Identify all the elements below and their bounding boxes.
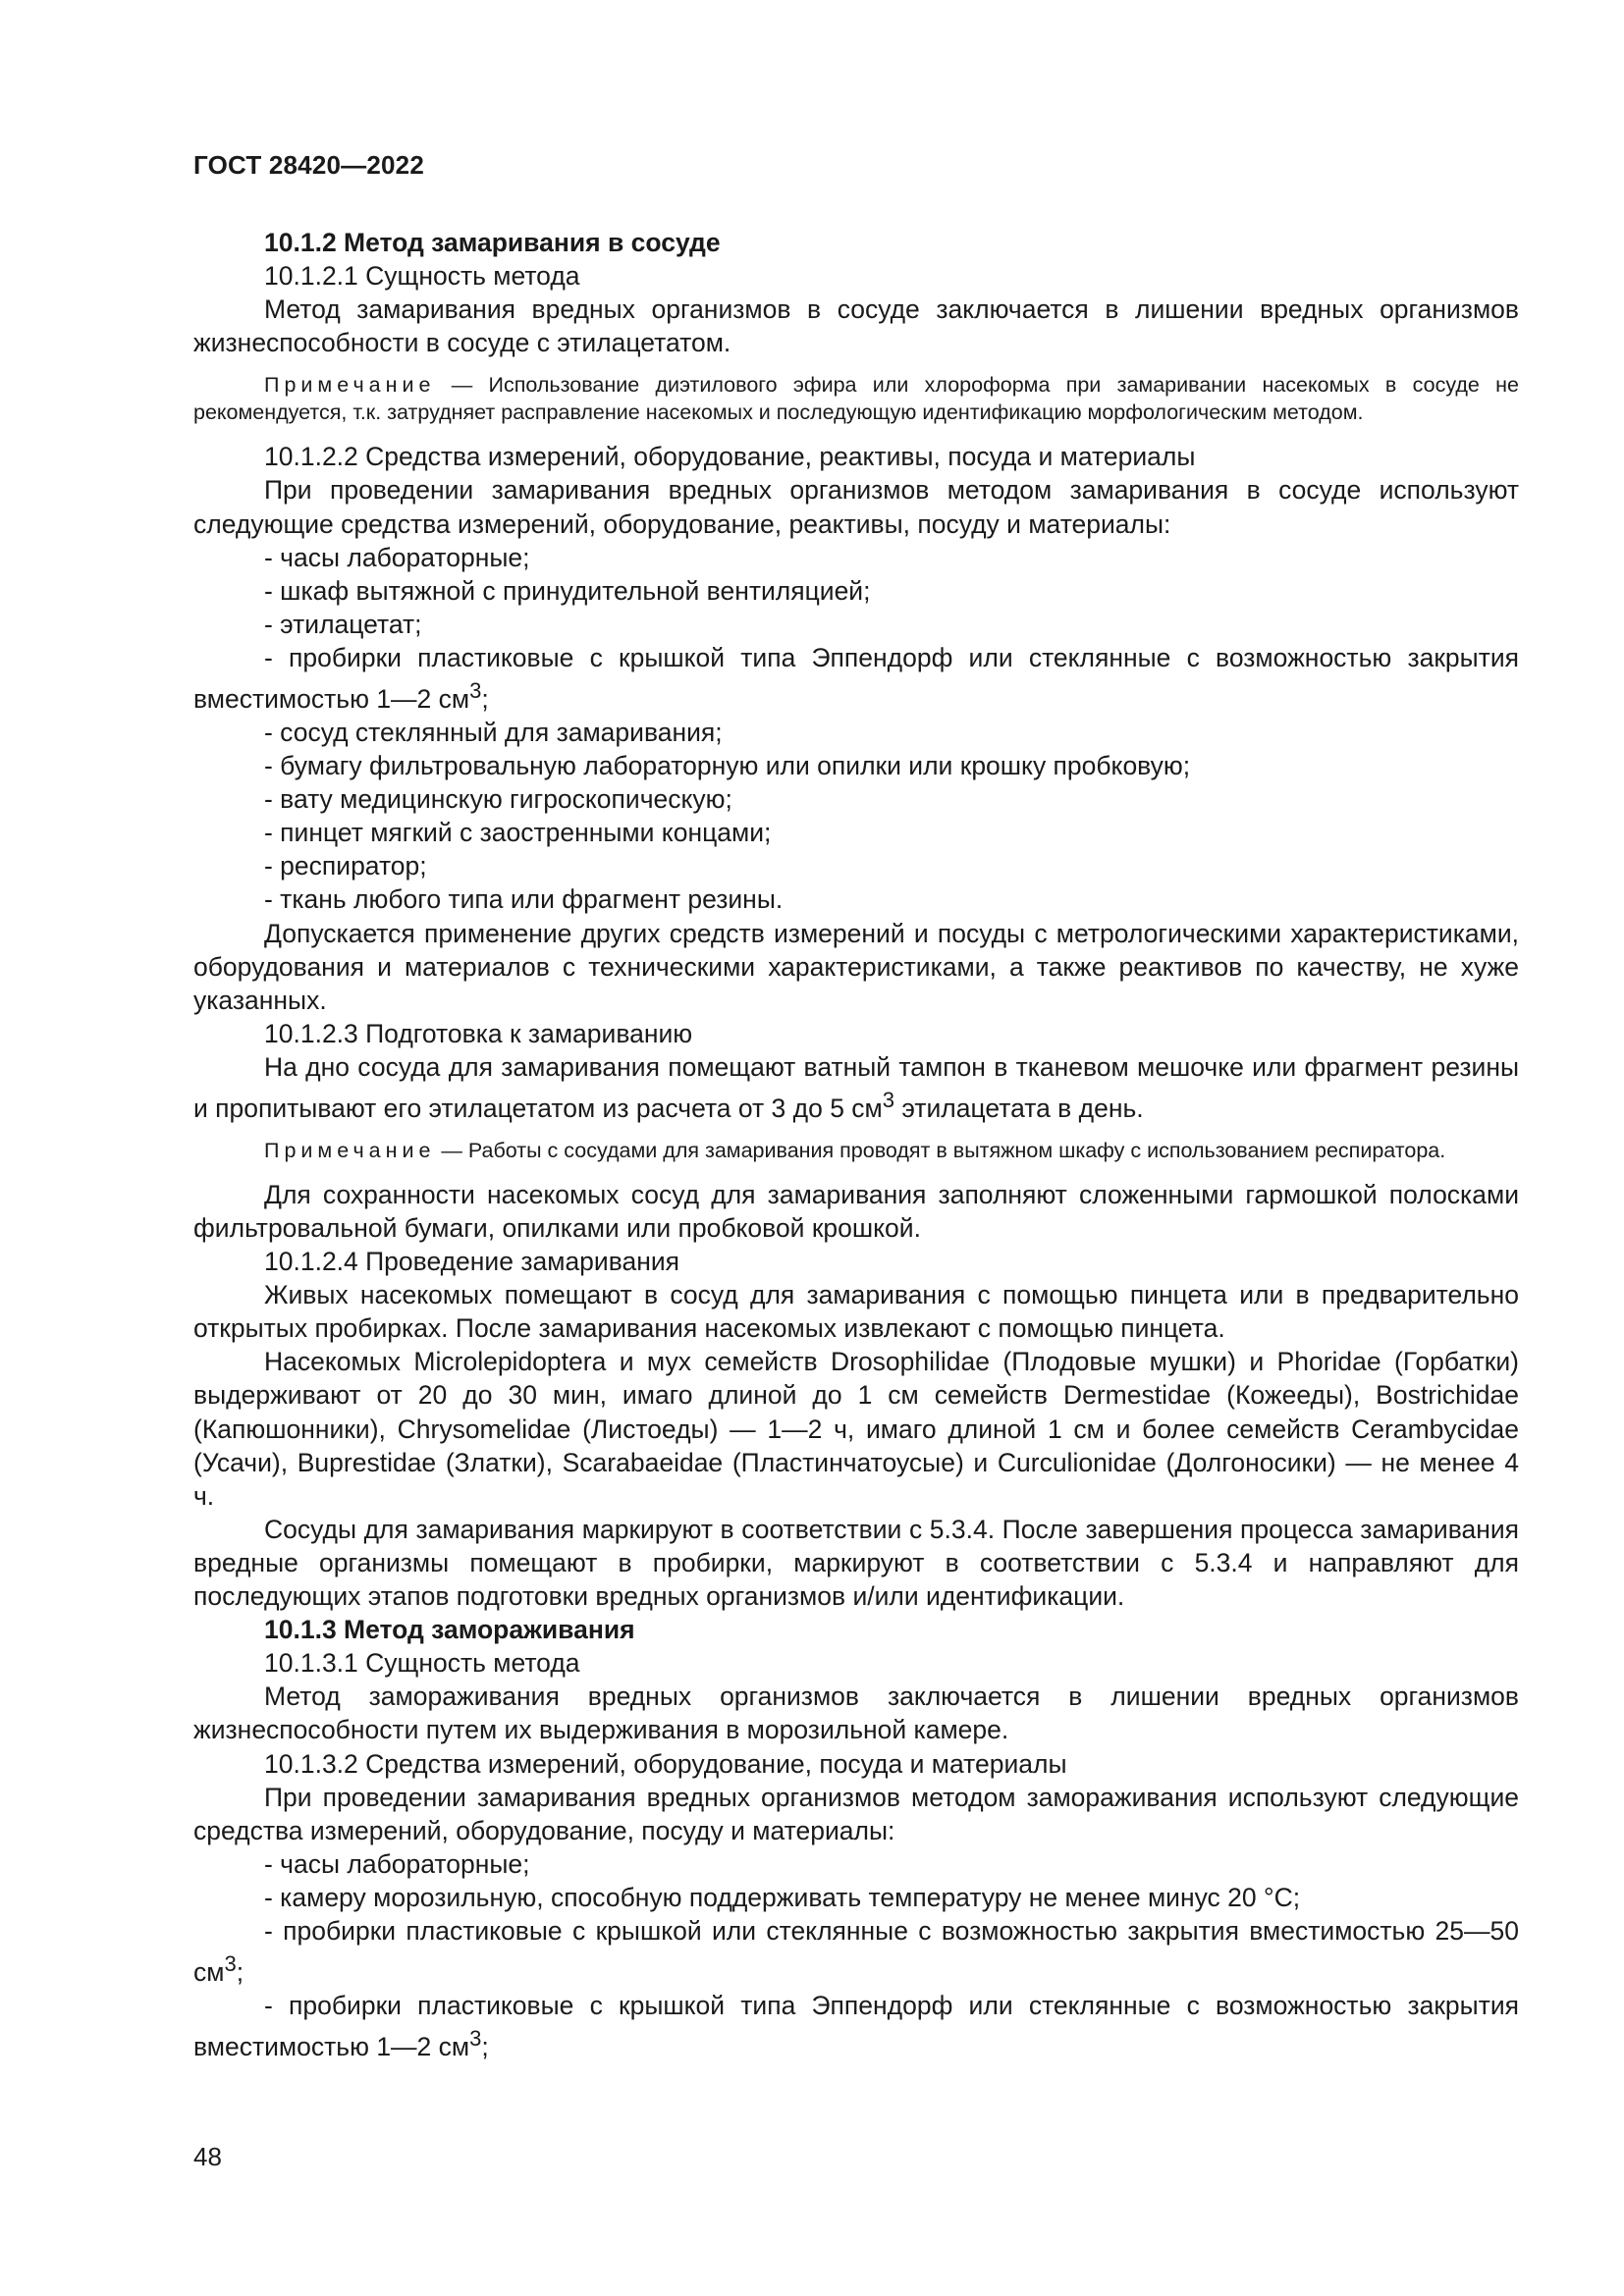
page-number: 48: [193, 2142, 222, 2171]
list-item: [193, 641, 1519, 716]
subsection-title-10-1-3-1: 10.1.3.1 Сущность метода: [264, 1648, 580, 1679]
list-item: - шкаф вытяжной с принудительной вентиляцией;: [264, 575, 871, 606]
paragraph-procedure-3: Сосуды для замаривания маркируют в соответствии с 5.3.4. После завершения процесса замаривания вредные организмы помещают в пробирки, маркируют в соответствии с 5.3.4 и направляют для последующих этапов подготовки вредных организмов и/или идентификации.: [193, 1514, 1519, 1612]
note-1: [193, 371, 1519, 426]
list-item: - пинцет мягкий с заостренными концами;: [264, 818, 772, 848]
note-1-label: Примечание: [264, 373, 436, 398]
list-item: - ткань любого типа или фрагмент резины.: [264, 884, 784, 915]
section-title-10-1-3: 10.1.3 Метод замораживания: [264, 1615, 635, 1645]
paragraph-preparation: [193, 1050, 1519, 1125]
list-item: - вату медицинскую гигроскопическую;: [264, 784, 732, 815]
paragraph-freezing-intro: При проведении замаривания вредных организмов методом замораживания используют следующие средства измерений, оборудование, посуду и материалы:: [193, 1782, 1519, 1845]
superscript: 3: [224, 1951, 237, 1977]
note-2-label: Примечание: [264, 1138, 436, 1162]
paragraph-equipment-outro: Допускается применение других средств измерений и посуды с метрологическими характеристиками, оборудования и материалов с техническими характеристиками, а также реактивов по качеству, не хуже указанных.: [193, 918, 1519, 1015]
subsection-title-10-1-2-4: 10.1.2.4 Проведение замаривания: [264, 1247, 680, 1277]
list-item: - часы лабораторные;: [264, 1848, 530, 1879]
subsection-title-10-1-2-3: 10.1.2.3 Подготовка к замариванию: [264, 1018, 693, 1048]
list-item: [193, 1989, 1519, 2063]
list-item: - респиратор;: [264, 851, 427, 881]
paragraph-method-essence: Метод замаривания вредных организмов в сосуде заключается в лишении вредных организмов жизнеспособности в сосуде с этилацетатом.: [193, 294, 1519, 358]
list-item: - сосуд стеклянный для замаривания;: [264, 717, 723, 747]
list-item-end: ;: [236, 1956, 244, 1987]
list-item-text: - пробирки пластиковые с крышкой типа Эппендорф или стеклянные с возможностью закрытия вместимостью 1—2 см: [193, 1990, 1519, 2061]
list-item: - бумагу фильтровальную лабораторную или опилки или крошку пробковую;: [264, 751, 1191, 781]
list-item-end: ;: [481, 683, 489, 714]
document-body: [193, 226, 1519, 2063]
paragraph-text: На дно сосуда для замаривания помещают ватный тампон в тканевом мешочке или фрагмент резины и пропитывают его этилацетатом из расчета от 3 до 5 см: [193, 1051, 1519, 1123]
list-item: - камеру морозильную, способную поддерживать температуру не менее минус 20 °С;: [264, 1882, 1301, 1912]
paragraph-procedure-2: Насекомых Microlepidoptera и мух семейств Drosophilidae (Плодовые мушки) и Phoridae (Горбатки) выдерживают от 20 до 30 мин, имаго длиной до 1 см семейств Dermestidae (Кожееды), Bostrichidae (Капюшонники), Chrysomelidae (Листоеды) — 1—2 ч, имаго длиной 1 см и более семейств Cerambycidae (Усачи), Buprestidae (Златки), Scarabaeidae (Пластинчатоусые) и Curculionidae (Долгоносики) — не менее 4 ч.: [193, 1347, 1519, 1511]
paragraph-procedure-1: Живых насекомых помещают в сосуд для замаривания с помощью пинцета или в предварительно открытых пробирках. После замаривания насекомых извлекают с помощью пинцета.: [193, 1280, 1519, 1344]
note-1-text: — Использование диэтилового эфира или хлороформа при замаривании насекомых в сосуде не рекомендуется, т.к. затрудняет расправление насекомых и последующую идентификацию морфологическим методом.: [193, 373, 1519, 425]
subsection-title-10-1-2-2: 10.1.2.2 Средства измерений, оборудование, реактивы, посуда и материалы: [264, 442, 1196, 472]
list-item: - этилацетат;: [264, 609, 422, 639]
paragraph-freezing-essence: Метод замораживания вредных организмов заключается в лишении вредных организмов жизнеспособности путем их выдерживания в морозильной камере.: [193, 1682, 1519, 1745]
list-item-text: - пробирки пластиковые с крышкой типа Эппендорф или стеклянные с возможностью закрытия вместимостью 1—2 см: [193, 642, 1519, 714]
note-2-text: — Работы с сосудами для замаривания проводят в вытяжном шкафу с использованием респиратора.: [435, 1138, 1446, 1162]
superscript: 3: [469, 2026, 482, 2052]
list-item-text: - пробирки пластиковые с крышкой или стеклянные с возможностью закрытия вместимостью 25—50 см: [193, 1915, 1519, 1987]
list-item: - часы лабораторные;: [264, 542, 530, 572]
subsection-title-10-1-2-1: 10.1.2.1 Сущность метода: [264, 261, 580, 292]
superscript: 3: [469, 678, 482, 704]
section-title-10-1-2: 10.1.2 Метод замаривания в сосуде: [264, 228, 721, 257]
subsection-title-10-1-3-2: 10.1.3.2 Средства измерений, оборудование, посуда и материалы: [264, 1748, 1067, 1779]
paragraph-text-end: этилацетата в день.: [894, 1093, 1144, 1123]
list-item-end: ;: [481, 2031, 489, 2061]
paragraph-equipment-intro: При проведении замаривания вредных организмов методом замаривания в сосуде используют следующие средства измерений, оборудование, реактивы, посуду и материалы:: [193, 475, 1519, 539]
note-2: [193, 1137, 1519, 1164]
superscript: 3: [882, 1087, 895, 1112]
document-header: ГОСТ 28420—2022: [193, 150, 424, 180]
list-item: [193, 1914, 1519, 1989]
paragraph-preservation: Для сохранности насекомых сосуд для замаривания заполняют сложенными гармошкой полосками фильтровальной бумаги, опилками или пробковой крошкой.: [193, 1179, 1519, 1243]
